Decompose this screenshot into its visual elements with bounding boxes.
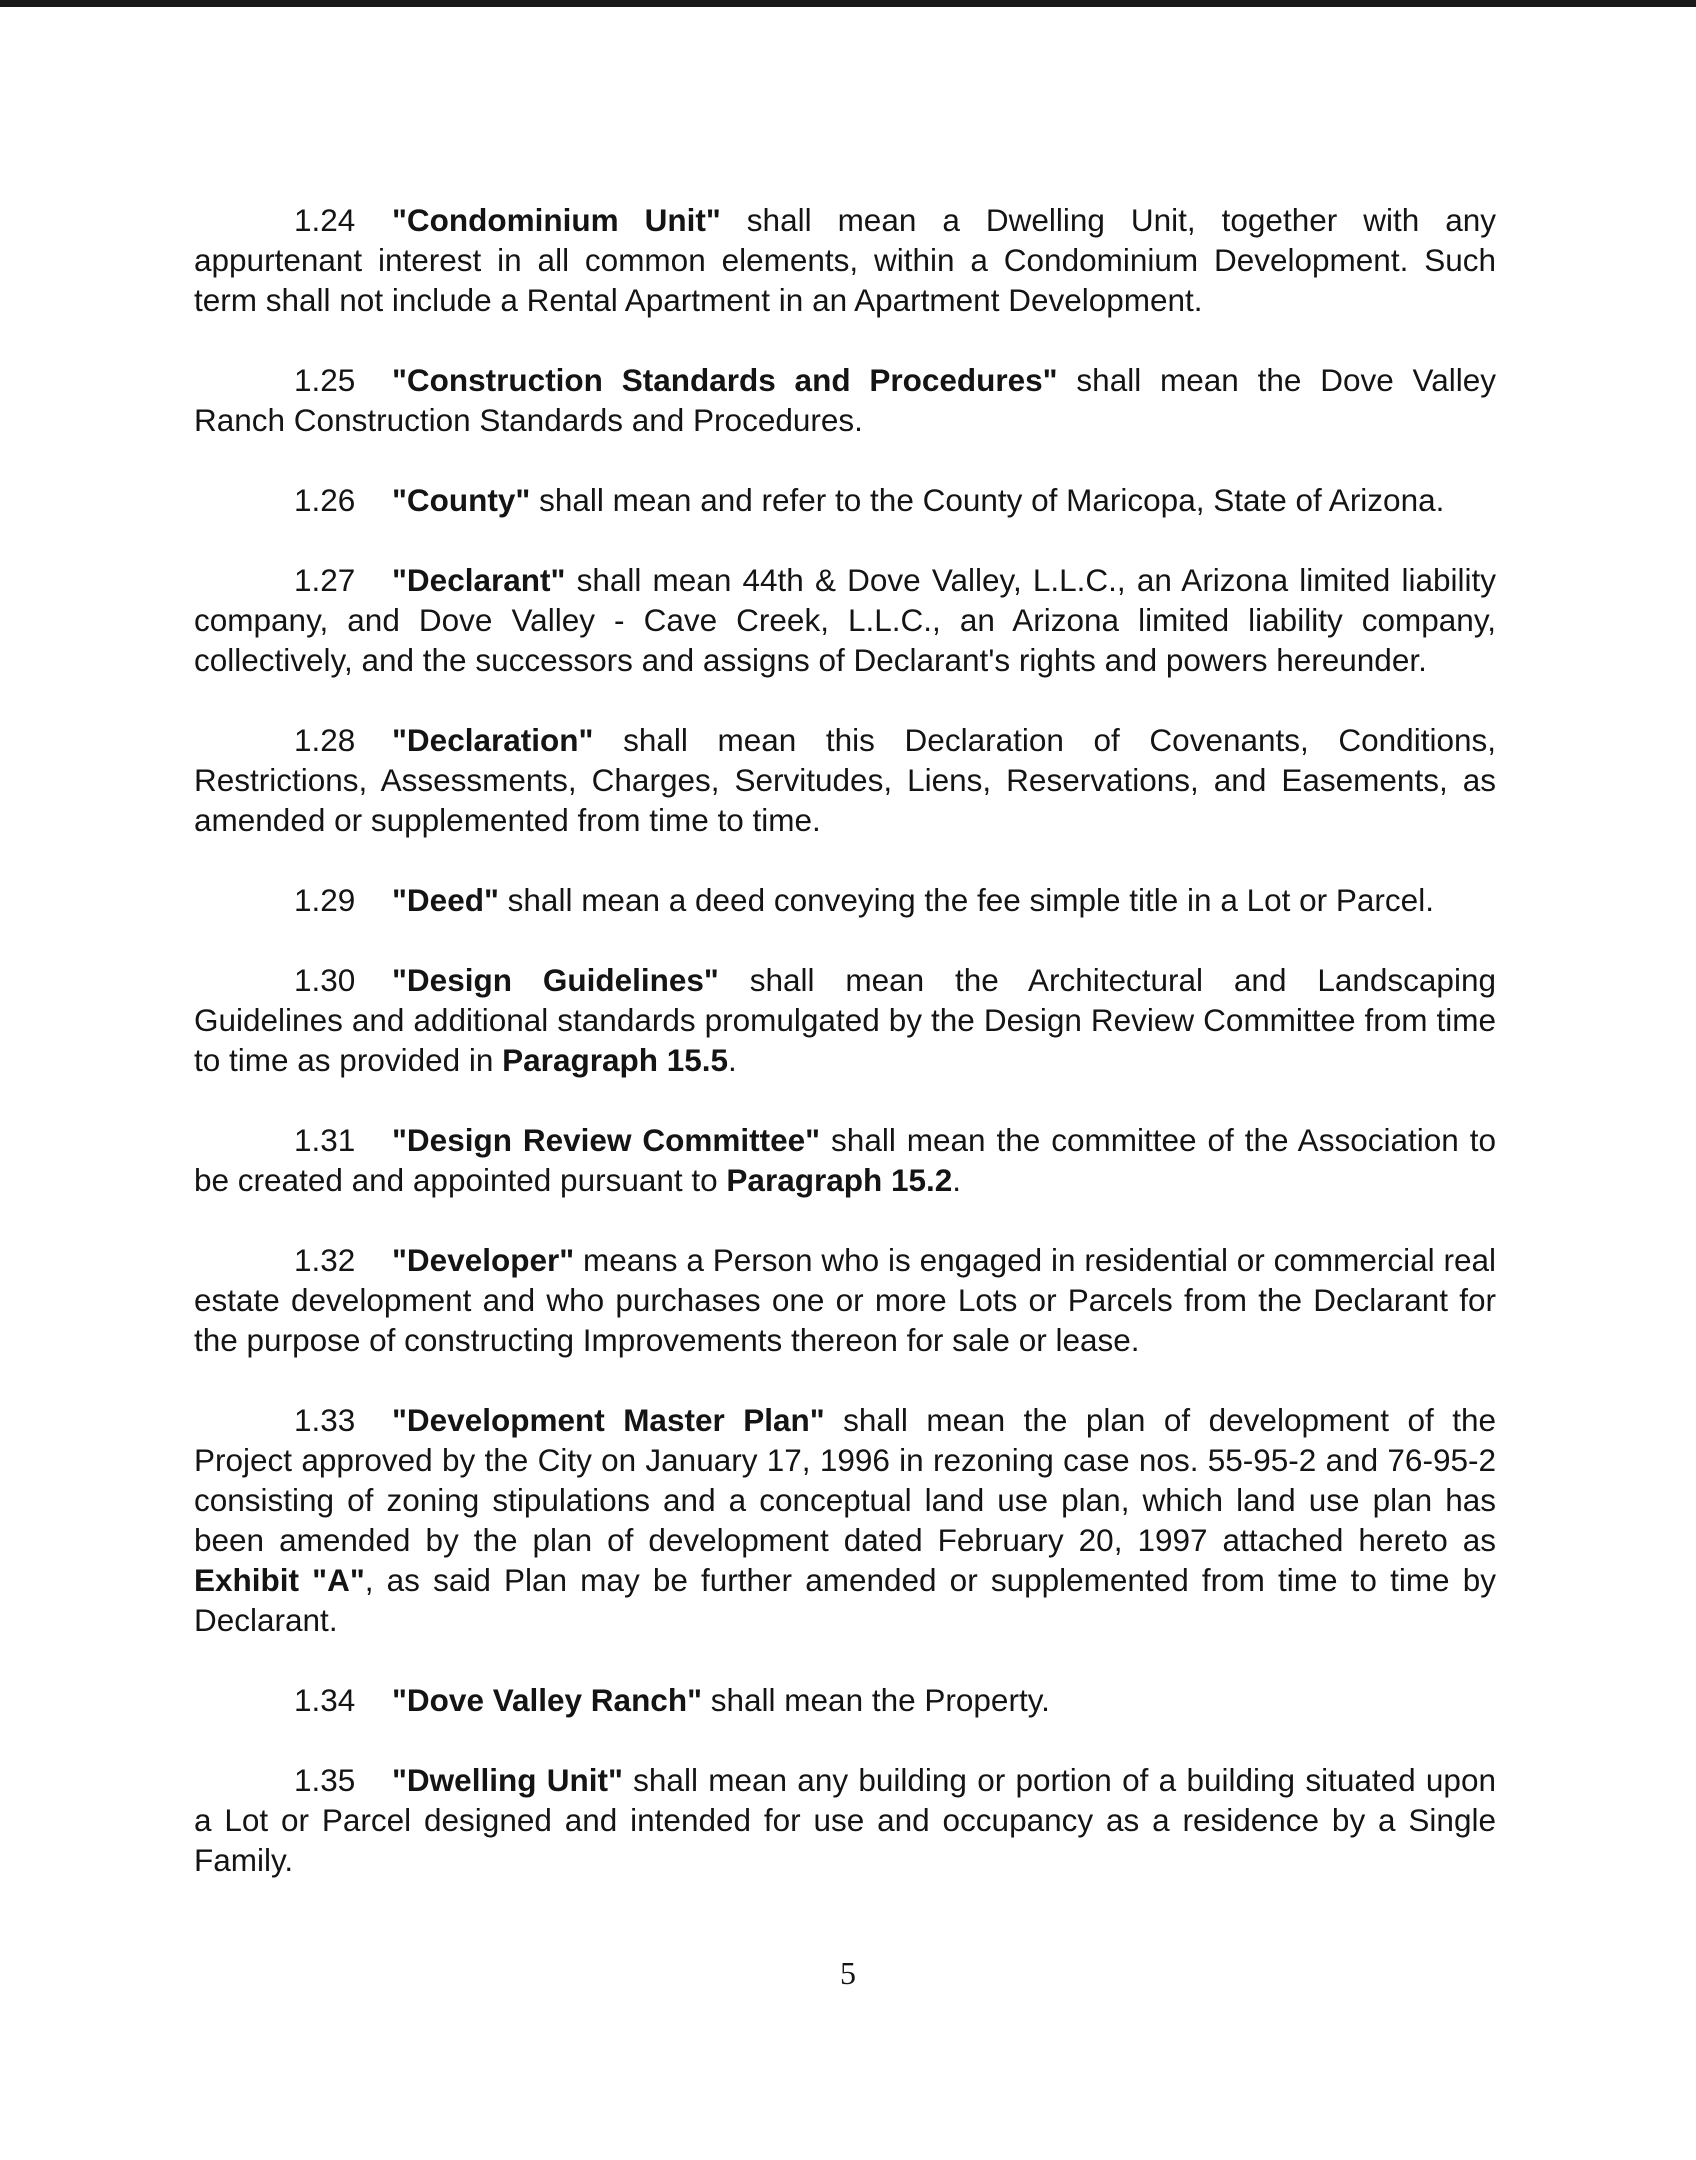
definition-tail: .: [952, 1162, 962, 1198]
defined-term: "Design Guidelines": [392, 962, 719, 998]
definition-text: shall mean any building or portion of a building situated upon a Lot or Parcel designed and intended for use and occupancy as a residence by a Single Family.: [194, 1762, 1496, 1878]
definition-1-32: [194, 1240, 1496, 1360]
section-number: 1.28: [294, 722, 356, 758]
section-number: 1.30: [294, 962, 356, 998]
definition-text: shall mean a Dwelling Unit, together with any appurtenant interest in all common elements, within a Condominium Development. Such term shall not include a Rental Apartment in an Apartment Development.: [194, 202, 1496, 318]
defined-term: "Developer": [392, 1242, 575, 1278]
section-number: 1.27: [294, 562, 356, 598]
definition-1-27: [194, 560, 1496, 680]
section-number: 1.33: [294, 1402, 356, 1438]
definition-text: shall mean 44th & Dove Valley, L.L.C., an Arizona limited liability company, and Dove Valley - Cave Creek, L.L.C., an Arizona limited liability company, collectively, and the successors and assigns of Declarant's rights and powers hereunder.: [194, 562, 1496, 678]
document-body: [194, 200, 1496, 1880]
definition-1-25: [194, 360, 1496, 440]
paragraph-reference: Paragraph 15.5: [502, 1042, 729, 1078]
definition-text: shall mean the plan of development of the Project approved by the City on January 17, 1996 in rezoning case nos. 55-95-2 and 76-95-2 consisting of zoning stipulations and a conceptual land use plan, which land use plan has been amended by the plan of development dated February 20, 1997 attached hereto as: [194, 1402, 1496, 1558]
defined-term: "Dwelling Unit": [392, 1762, 623, 1798]
definition-1-31: [194, 1120, 1496, 1200]
definition-1-33: [194, 1400, 1496, 1640]
definition-1-34: [194, 1680, 1496, 1720]
page-number: 5: [840, 1955, 856, 1991]
section-number: 1.26: [294, 482, 356, 518]
definition-1-30: [194, 960, 1496, 1080]
defined-term: "Design Review Committee": [392, 1122, 821, 1158]
definition-text: shall mean the Dove Valley Ranch Construction Standards and Procedures.: [194, 362, 1496, 438]
section-number: 1.25: [294, 362, 356, 398]
definition-text: shall mean and refer to the County of Maricopa, State of Arizona.: [530, 482, 1445, 518]
section-number: 1.31: [294, 1122, 356, 1158]
definition-1-29: [194, 880, 1496, 920]
definition-1-24: [194, 200, 1496, 320]
definition-tail: .: [728, 1042, 737, 1078]
definition-1-26: [194, 480, 1496, 520]
section-number: 1.29: [294, 882, 356, 918]
defined-term: "Declarant": [392, 562, 566, 598]
definition-text: shall mean this Declaration of Covenants, Conditions, Restrictions, Assessments, Charges, Servitudes, Liens, Reservations, and Easements, as amended or supplemented from time to time.: [194, 722, 1496, 838]
top-scan-border: [0, 0, 1696, 7]
section-number: 1.34: [294, 1682, 356, 1718]
defined-term: "County": [392, 482, 531, 518]
exhibit-reference: Exhibit "A": [194, 1562, 365, 1598]
definition-text: shall mean the Architectural and Landscaping Guidelines and additional standards promulgated by the Design Review Committee from time to time as provided in: [194, 962, 1496, 1078]
definition-text: means a Person who is engaged in residential or commercial real estate development and who purchases one or more Lots or Parcels from the Declarant for the purpose of constructing Improvements thereon for sale or lease.: [194, 1242, 1496, 1358]
definition-1-28: [194, 720, 1496, 840]
defined-term: "Development Master Plan": [392, 1402, 825, 1438]
definition-tail: , as said Plan may be further amended or supplemented from time to time by Declarant.: [194, 1562, 1496, 1638]
section-number: 1.32: [294, 1242, 356, 1278]
definition-1-35: [194, 1760, 1496, 1880]
section-number: 1.35: [294, 1762, 356, 1798]
defined-term: "Declaration": [392, 722, 594, 758]
defined-term: "Condominium Unit": [392, 202, 721, 238]
definition-text: shall mean the committee of the Association to be created and appointed pursuant to: [194, 1122, 1496, 1198]
paragraph-reference: Paragraph 15.2: [726, 1162, 953, 1198]
defined-term: "Construction Standards and Procedures": [392, 362, 1058, 398]
definition-text: shall mean the Property.: [702, 1682, 1050, 1718]
defined-term: "Deed": [392, 882, 499, 918]
defined-term: "Dove Valley Ranch": [392, 1682, 703, 1718]
definition-text: shall mean a deed conveying the fee simple title in a Lot or Parcel.: [498, 882, 1434, 918]
section-number: 1.24: [294, 202, 356, 238]
